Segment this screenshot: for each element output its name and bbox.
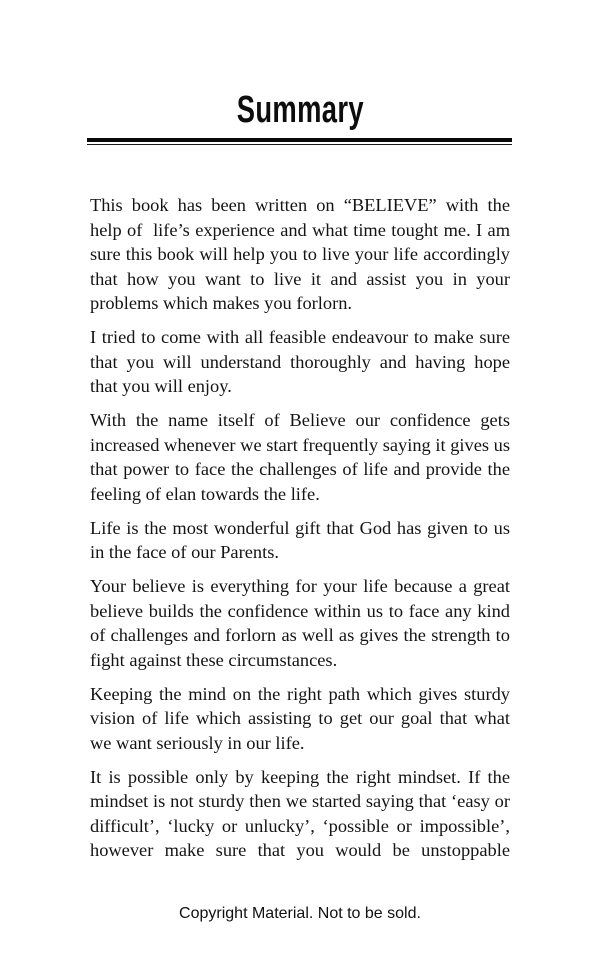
paragraph-1: This book has been written on “BELIEVE” with the help of life’s experience and what time tought me. I am sure this book will help you to live your life accordingly that how you want to live it and assist you in your problems which makes you forlorn. [90,195,515,313]
paragraph-4: Life is the most wonderful gift that God has given to us in the face of our Parents. [90,517,515,562]
page-header [0,86,600,134]
page-title: Summary [236,89,364,131]
title-rule-thick [87,138,512,142]
title-rule-thin [87,144,512,145]
paragraph-3: With the name itself of Believe our confidence gets increased whenever we start frequently saying it gives us that power to face the challenges of life and provide the feeling of elan towards the life. [90,410,515,504]
paragraph-6: Keeping the mind on the right path which gives sturdy vision of life which assisting to get our goal that what we want seriously in our life. [90,683,515,753]
paragraph-7: It is possible only by keeping the right mindset. If the mindset is not sturdy then we started saying that ‘easy or difficult’, ‘lucky or unlucky’, ‘possible or impossible’, however make sure that you would be unstoppable [90,766,515,860]
summary-body [90,193,515,872]
paragraph-5: Your believe is everything for your life because a great believe builds the confidence within us to face any kind of challenges and forlorn as well as gives the strength to fight against these circumstances. [90,576,515,670]
paragraph-2: I tried to come with all feasible endeavour to make sure that you will understand thoroughly and having hope that you will enjoy. [90,327,515,396]
copyright-footer: Copyright Material. Not to be sold. [179,905,421,922]
